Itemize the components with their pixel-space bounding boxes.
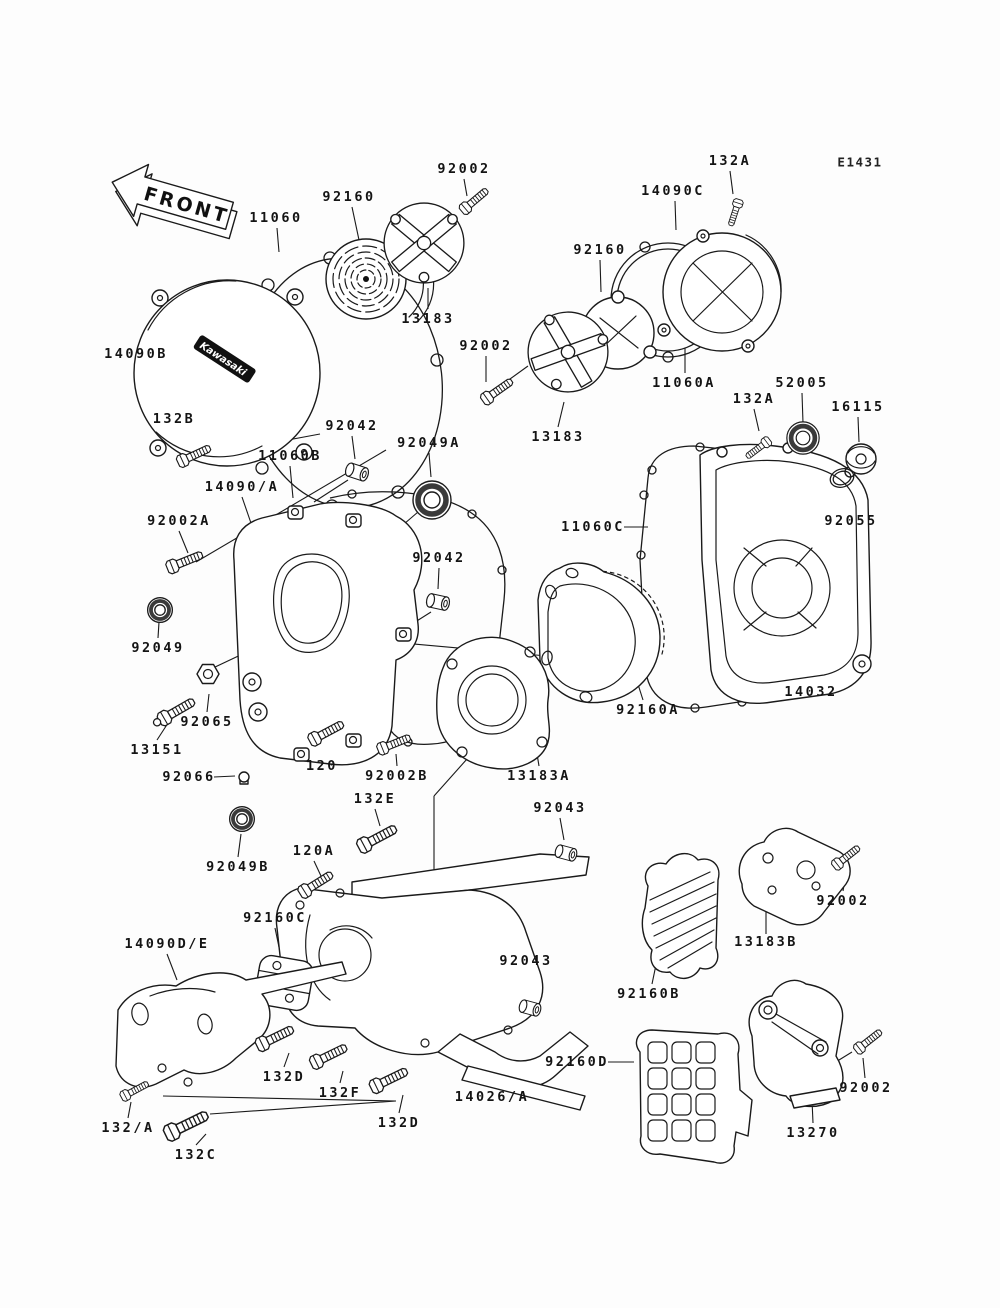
part-label-13183B: 13183B [734, 934, 798, 950]
part-label-92042: 92042 [412, 550, 466, 566]
part-label-92002: 92002 [816, 893, 870, 909]
part-label-13183: 13183 [401, 311, 455, 327]
part-label-92002B: 92002B [365, 768, 429, 784]
part-label-14026-A: 14026/A [454, 1089, 530, 1105]
part-label-14090-A: 14090/A [204, 479, 280, 495]
part-label-92160B: 92160B [617, 986, 681, 1002]
part-label-11060A: 11060A [652, 375, 716, 391]
part-label-13183A: 13183A [507, 768, 571, 784]
part-label-52005: 52005 [775, 375, 829, 391]
kawasaki-logo-text: Kawasaki [197, 340, 249, 379]
part-label-13151: 13151 [130, 742, 184, 758]
part-label-14032: 14032 [784, 684, 838, 700]
part-label-92049B: 92049B [206, 859, 270, 875]
part-label-92160D: 92160D [545, 1054, 609, 1070]
part-label-132C: 132C [174, 1147, 218, 1163]
part-label-92065: 92065 [180, 714, 234, 730]
part-label-132D: 132D [377, 1115, 421, 1131]
part-label-14090C: 14090C [641, 183, 705, 199]
part-label-11060C: 11060C [561, 519, 625, 535]
part-label-132E: 132E [353, 791, 397, 807]
part-label-13183: 13183 [531, 429, 585, 445]
part-label-92002: 92002 [459, 338, 513, 354]
part-label-92043: 92043 [533, 800, 587, 816]
part-label-92002: 92002 [437, 161, 491, 177]
part-label-92160C: 92160C [243, 910, 307, 926]
part-label-92042: 92042 [325, 418, 379, 434]
part-label-132B: 132B [152, 411, 196, 427]
part-label-11060B: 11060B [258, 448, 322, 464]
part-label-132A: 132A [732, 391, 776, 407]
part-label-14090D-E: 14090D/E [124, 936, 210, 952]
part-label-13270: 13270 [786, 1125, 840, 1141]
part-label-92160: 92160 [573, 242, 627, 258]
part-label-92049A: 92049A [397, 435, 461, 451]
part-label-92066: 92066 [162, 769, 216, 785]
part-label-92043: 92043 [499, 953, 553, 969]
part-label-92055: 92055 [824, 513, 878, 529]
part-label-14090B: 14090B [104, 346, 168, 362]
part-label-16115: 16115 [831, 399, 885, 415]
part-label-92049: 92049 [131, 640, 185, 656]
part-label-11060: 11060 [249, 210, 303, 226]
diagram-code: E1431 [837, 154, 883, 170]
part-label-92160A: 92160A [616, 702, 680, 718]
part-label-132D: 132D [262, 1069, 306, 1085]
part-label-120: 120 [306, 758, 338, 774]
part-label-92002: 92002 [839, 1080, 893, 1096]
part-label-132-A: 132/A [101, 1120, 155, 1136]
part-label-120A: 120A [292, 843, 336, 859]
part-label-132F: 132F [318, 1085, 362, 1101]
part-label-92160: 92160 [322, 189, 376, 205]
part-label-132A: 132A [708, 153, 752, 169]
part-label-92002A: 92002A [147, 513, 211, 529]
front-arrow-label: FRONT [141, 182, 232, 229]
